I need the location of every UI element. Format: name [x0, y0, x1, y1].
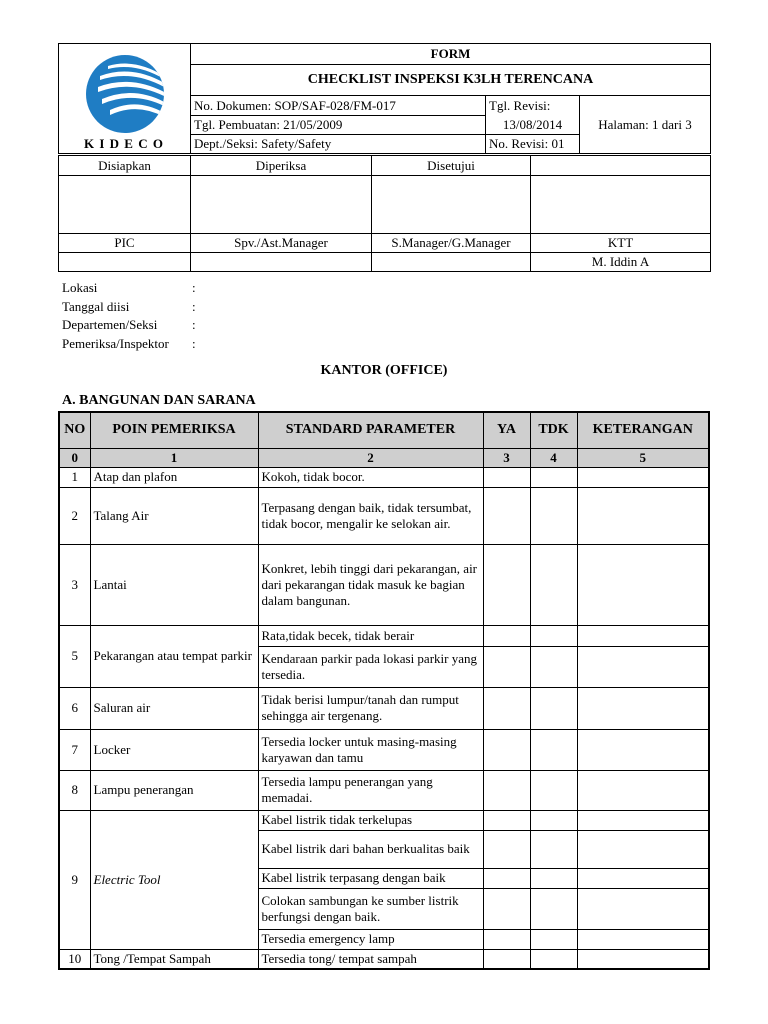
signature-box — [372, 176, 531, 234]
signature-box — [531, 176, 711, 234]
revision-date: 13/08/2014 — [486, 116, 580, 135]
role-pic: PIC — [59, 234, 191, 253]
table-row — [59, 949, 709, 969]
ya-checkbox-cell[interactable] — [483, 770, 530, 810]
pemeriksa-label: Pemeriksa/Inspektor — [62, 335, 169, 351]
tdk-checkbox-cell[interactable] — [530, 729, 577, 770]
standard-parameter: Rata,tidak becek, tidak berair — [258, 625, 483, 646]
role-spv: Spv./Ast.Manager — [191, 234, 372, 253]
company-name: K I D E C O — [84, 136, 164, 151]
standard-parameter: Tersedia locker untuk masing-masing karyawan dan tamu — [258, 729, 483, 770]
col-number: 1 — [90, 448, 258, 467]
form-title: CHECKLIST INSPEKSI K3LH TERENCANA — [191, 65, 711, 96]
col-number: 5 — [577, 448, 709, 467]
standard-parameter: Tersedia emergency lamp — [258, 929, 483, 949]
inspection-item: Electric Tool — [90, 810, 258, 949]
role-ktt: KTT — [531, 234, 711, 253]
tdk-checkbox-cell[interactable] — [530, 929, 577, 949]
ya-checkbox-cell[interactable] — [483, 625, 530, 646]
tdk-checkbox-cell[interactable] — [530, 467, 577, 487]
standard-parameter: Kabel listrik tidak terkelupas — [258, 810, 483, 830]
inspection-item: Tong /Tempat Sampah — [90, 949, 258, 969]
table-row — [59, 544, 709, 625]
approval-header-approved: Disetujui — [372, 156, 531, 176]
form-label: FORM — [191, 44, 711, 65]
standard-parameter: Tersedia lampu penerangan yang memadai. — [258, 770, 483, 810]
row-number: 9 — [59, 810, 90, 949]
ya-checkbox-cell[interactable] — [483, 830, 530, 868]
approver-name — [191, 253, 372, 272]
departemen-label: Departemen/Seksi — [62, 317, 158, 332]
kideco-logo-icon — [80, 52, 170, 136]
keterangan-cell[interactable] — [577, 929, 709, 949]
ya-checkbox-cell[interactable] — [483, 810, 530, 830]
row-number: 3 — [59, 544, 90, 625]
keterangan-cell[interactable] — [577, 625, 709, 646]
tdk-checkbox-cell[interactable] — [530, 830, 577, 868]
tdk-checkbox-cell[interactable] — [530, 687, 577, 729]
inspection-meta — [62, 279, 196, 353]
keterangan-cell[interactable] — [577, 687, 709, 729]
tdk-checkbox-cell[interactable] — [530, 888, 577, 929]
keterangan-cell[interactable] — [577, 949, 709, 969]
keterangan-cell[interactable] — [577, 810, 709, 830]
standard-parameter: Colokan sambungan ke sumber listrik berfungsi dengan baik. — [258, 888, 483, 929]
standard-parameter: Terpasang dengan baik, tidak tersumbat, tidak bocor, mengalir ke selokan air. — [258, 487, 483, 544]
approver-name-ktt: M. Iddin A — [531, 253, 711, 272]
doc-number: No. Dokumen: SOP/SAF-028/FM-017 — [191, 96, 486, 116]
standard-parameter: Konkret, lebih tinggi dari pekarangan, air dari pekarangan tidak masuk ke bagian dalam bangunan. — [258, 544, 483, 625]
subsection-title: A. BANGUNAN DAN SARANA — [62, 393, 256, 408]
col-number: 3 — [483, 448, 530, 467]
signature-box — [191, 176, 372, 234]
approver-name — [372, 253, 531, 272]
row-number: 5 — [59, 625, 90, 687]
inspection-item: Lampu penerangan — [90, 770, 258, 810]
tdk-checkbox-cell[interactable] — [530, 544, 577, 625]
tdk-checkbox-cell[interactable] — [530, 868, 577, 888]
ya-checkbox-cell[interactable] — [483, 544, 530, 625]
row-number: 7 — [59, 729, 90, 770]
tdk-checkbox-cell[interactable] — [530, 487, 577, 544]
keterangan-cell[interactable] — [577, 544, 709, 625]
ya-checkbox-cell[interactable] — [483, 467, 530, 487]
col-number: 0 — [59, 448, 90, 467]
approval-header-checked: Diperiksa — [191, 156, 372, 176]
standard-parameter: Kendaraan parkir pada lokasi parkir yang tersedia. — [258, 646, 483, 687]
section-title: KANTOR (OFFICE) — [320, 363, 448, 378]
table-row — [59, 625, 709, 646]
standard-parameter: Tidak berisi lumpur/tanah dan rumput sehingga air tergenang. — [258, 687, 483, 729]
ya-checkbox-cell[interactable] — [483, 929, 530, 949]
colon: : — [192, 317, 196, 332]
ya-checkbox-cell[interactable] — [483, 949, 530, 969]
tdk-checkbox-cell[interactable] — [530, 949, 577, 969]
tanggal-label: Tanggal diisi — [62, 298, 130, 314]
col-header-no: NO — [59, 412, 90, 448]
col-number: 2 — [258, 448, 483, 467]
standard-parameter: Kokoh, tidak bocor. — [258, 467, 483, 487]
col-number: 4 — [530, 448, 577, 467]
ya-checkbox-cell[interactable] — [483, 888, 530, 929]
approver-name — [59, 253, 191, 272]
ya-checkbox-cell[interactable] — [483, 687, 530, 729]
role-manager: S.Manager/G.Manager — [372, 234, 531, 253]
col-header-tdk: TDK — [530, 412, 577, 448]
keterangan-cell[interactable] — [577, 830, 709, 868]
inspection-item: Talang Air — [90, 487, 258, 544]
approval-table — [58, 155, 711, 272]
ya-checkbox-cell[interactable] — [483, 729, 530, 770]
revision-date-label: Tgl. Revisi: — [486, 96, 580, 116]
keterangan-cell[interactable] — [577, 729, 709, 770]
standard-parameter: Tersedia tong/ tempat sampah — [258, 949, 483, 969]
table-row — [59, 770, 709, 810]
inspection-item: Lantai — [90, 544, 258, 625]
page-number: Halaman: 1 dari 3 — [580, 96, 711, 154]
signature-box — [59, 176, 191, 234]
row-number: 6 — [59, 687, 90, 729]
department: Dept./Seksi: Safety/Safety — [191, 135, 486, 154]
creation-date: Tgl. Pembuatan: 21/05/2009 — [191, 116, 486, 135]
keterangan-cell[interactable] — [577, 888, 709, 929]
inspection-item: Pekarangan atau tempat parkir — [90, 625, 258, 687]
ya-checkbox-cell[interactable] — [483, 487, 530, 544]
tdk-checkbox-cell[interactable] — [530, 646, 577, 687]
keterangan-cell[interactable] — [577, 467, 709, 487]
inspection-item: Locker — [90, 729, 258, 770]
keterangan-cell[interactable] — [577, 646, 709, 687]
inspection-item: Saluran air — [90, 687, 258, 729]
table-row — [59, 687, 709, 729]
inspection-item: Atap dan plafon — [90, 467, 258, 487]
row-number: 1 — [59, 467, 90, 487]
tdk-checkbox-cell[interactable] — [530, 770, 577, 810]
col-header-ya: YA — [483, 412, 530, 448]
table-row — [59, 810, 709, 830]
approval-header-extra — [531, 156, 711, 176]
keterangan-cell[interactable] — [577, 770, 709, 810]
col-header-parameter: STANDARD PARAMETER — [258, 412, 483, 448]
lokasi-label: Lokasi — [62, 280, 98, 295]
revision-number: No. Revisi: 01 — [486, 135, 580, 154]
colon: : — [192, 335, 196, 351]
table-row — [59, 729, 709, 770]
table-row — [59, 467, 709, 487]
tdk-checkbox-cell[interactable] — [530, 810, 577, 830]
col-header-item: POIN PEMERIKSA — [90, 412, 258, 448]
ya-checkbox-cell[interactable] — [483, 646, 530, 687]
standard-parameter: Kabel listrik terpasang dengan baik — [258, 868, 483, 888]
approval-header-prepared: Disiapkan — [59, 156, 191, 176]
row-number: 10 — [59, 949, 90, 969]
standard-parameter: Kabel listrik dari bahan berkualitas baik — [258, 830, 483, 868]
tdk-checkbox-cell[interactable] — [530, 625, 577, 646]
row-number: 8 — [59, 770, 90, 810]
ya-checkbox-cell[interactable] — [483, 868, 530, 888]
table-row — [59, 487, 709, 544]
colon: : — [192, 280, 196, 295]
keterangan-cell[interactable] — [577, 487, 709, 544]
keterangan-cell[interactable] — [577, 868, 709, 888]
checklist-table — [58, 411, 710, 970]
colon: : — [192, 298, 196, 314]
col-header-keterangan: KETERANGAN — [577, 412, 709, 448]
row-number: 2 — [59, 487, 90, 544]
